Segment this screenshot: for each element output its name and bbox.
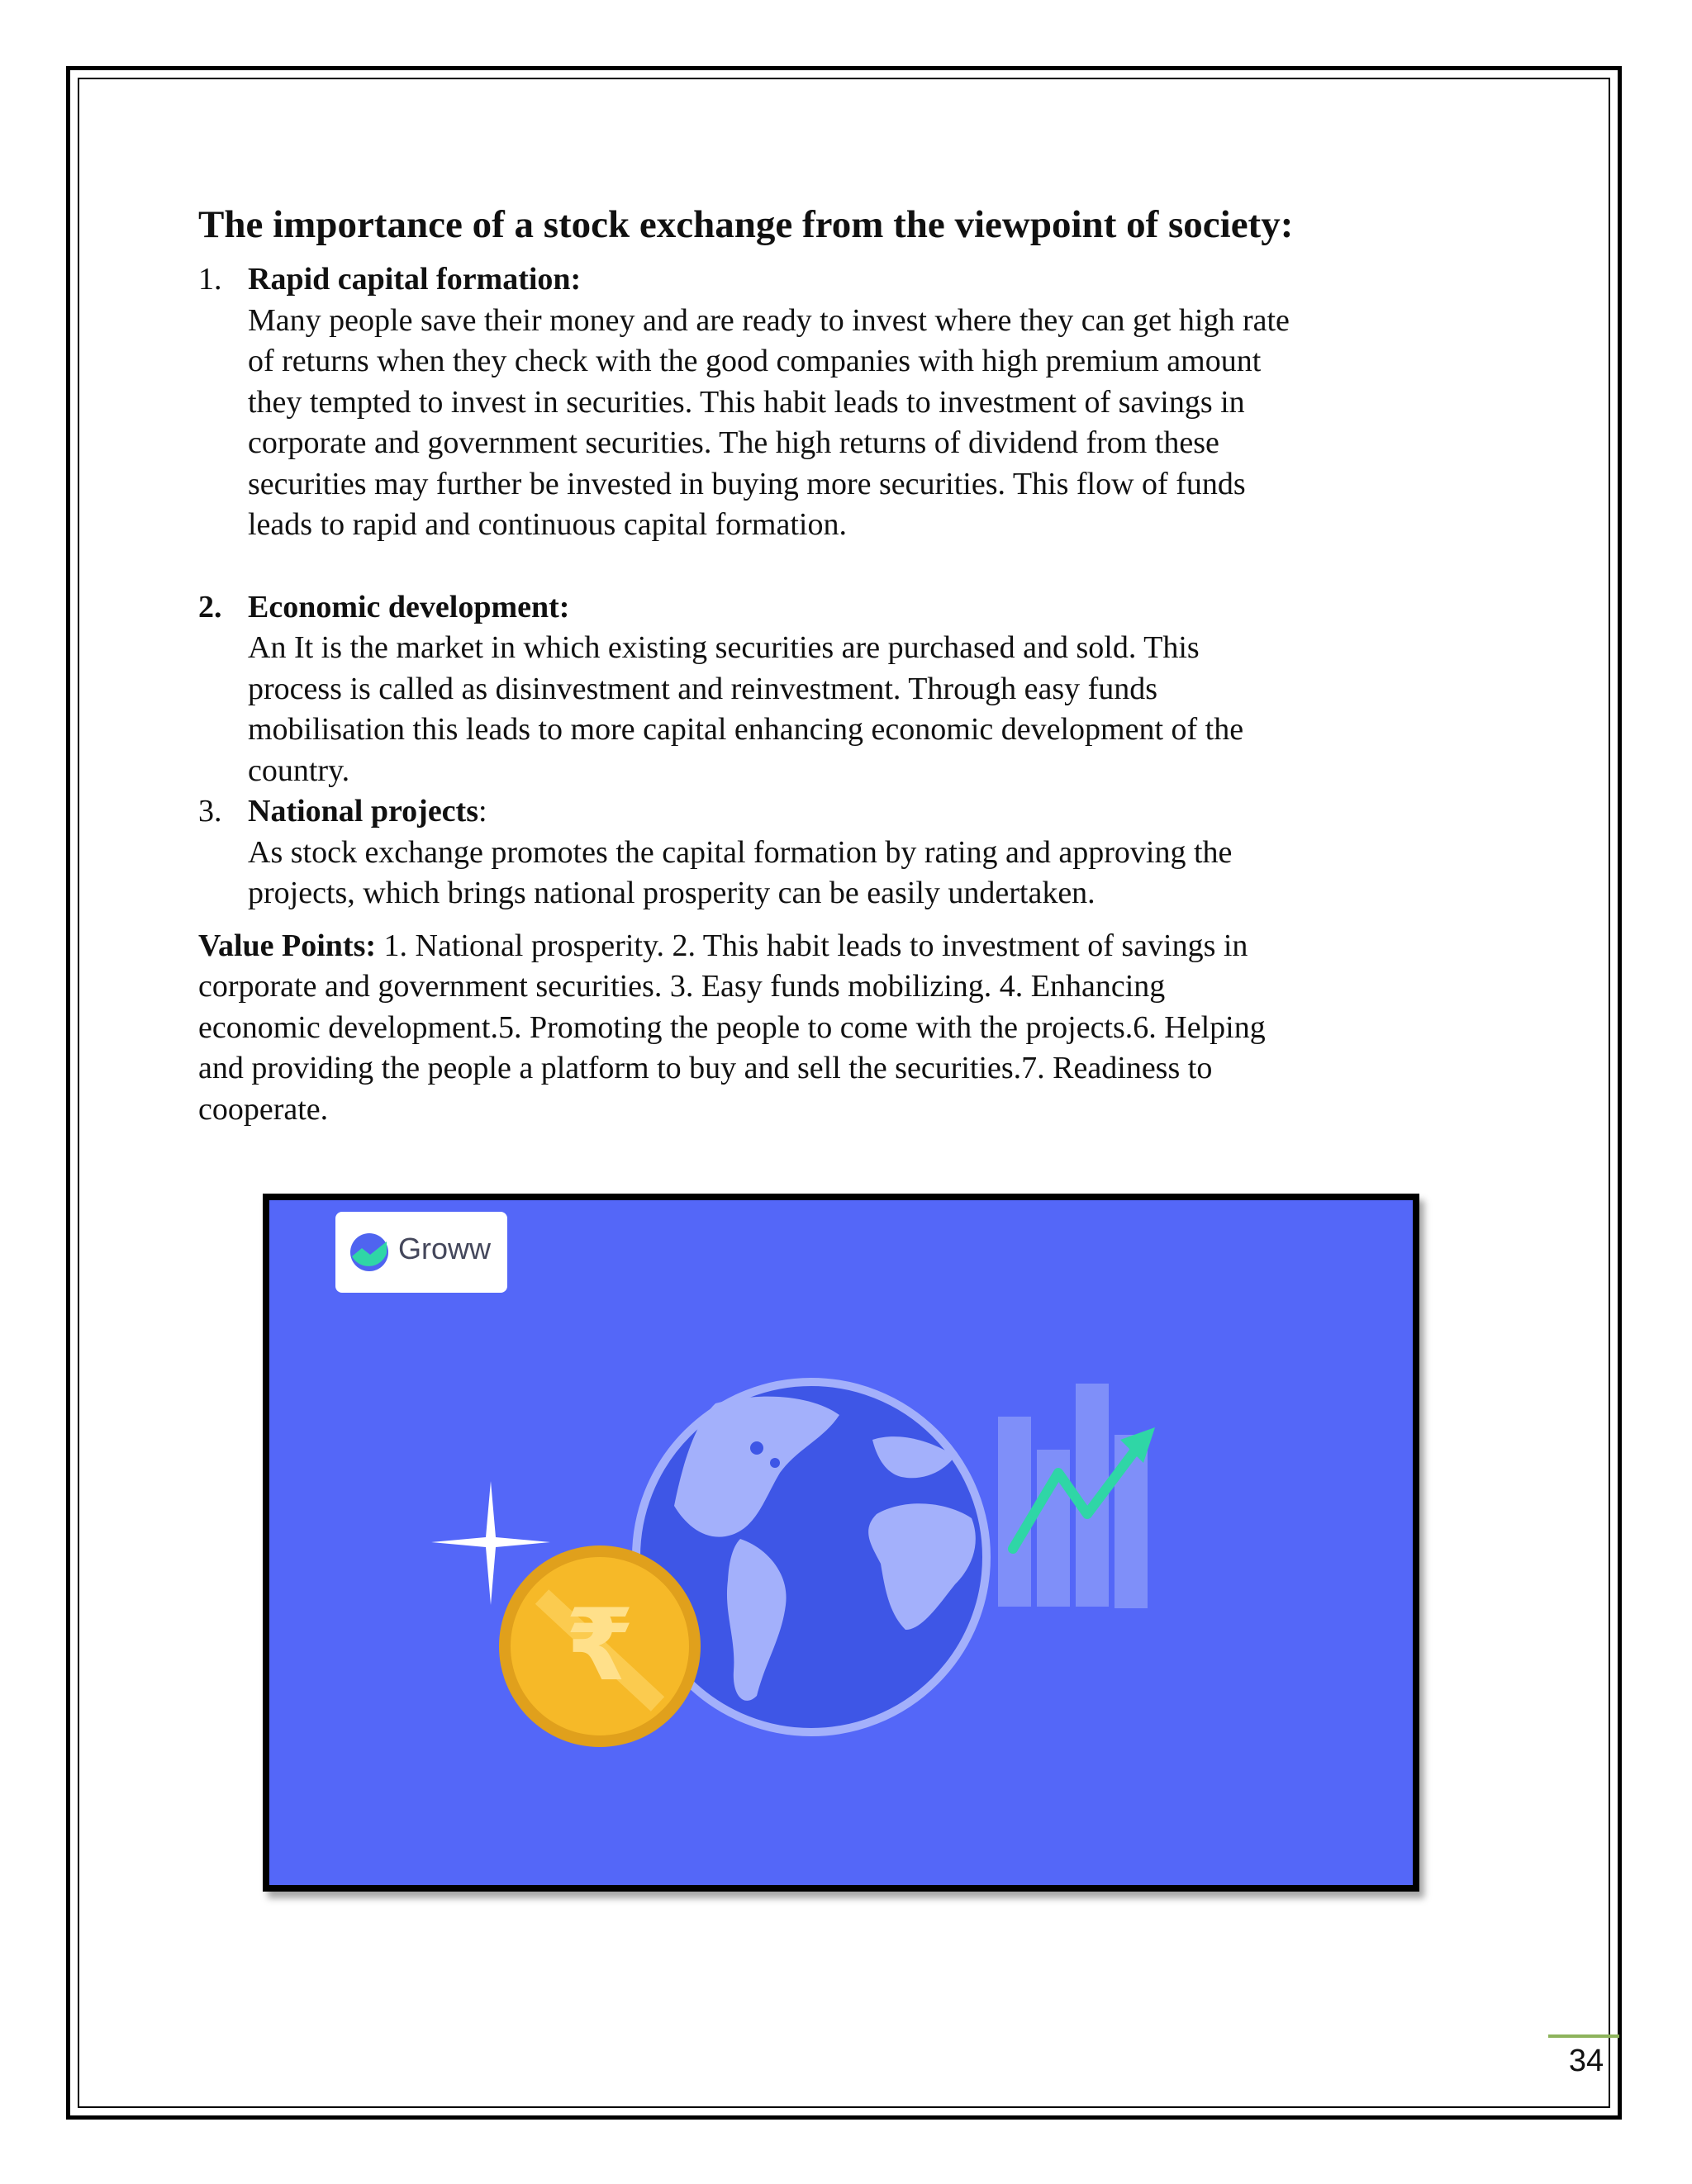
stock-exchange-illustration (263, 1194, 1419, 1892)
item-title: Economic development: (248, 589, 570, 624)
rupee-coin-icon (499, 1545, 701, 1747)
item-line: of returns when they check with the good companies with high premium amount (248, 344, 1262, 378)
item-line: An It is the market in which existing securities are purchased and sold. This (248, 630, 1200, 665)
globe-coin-graphic (269, 1200, 1413, 1885)
document-body (198, 192, 1487, 1130)
item-line: corporate and government securities. The high returns of dividend from these (248, 425, 1219, 460)
item-title-suffix: : (478, 794, 487, 828)
groww-logo-text: Groww (398, 1232, 492, 1265)
item-line: As stock exchange promotes the capital formation by rating and approving the (248, 834, 1233, 870)
item-line: mobilisation this leads to more capital enhancing economic development of the (248, 712, 1244, 747)
list-number: 1. (198, 262, 222, 297)
page-number: 34 (1568, 2044, 1604, 2078)
item-line: Many people save their money and are ready to invest where they can get high rate (248, 302, 1290, 338)
value-points (198, 926, 1487, 1131)
item-line: leads to rapid and continuous capital formation. (248, 507, 847, 542)
value-points-label: Value Points: (198, 928, 377, 963)
page-number-rule (1548, 2034, 1619, 2038)
item-line: process is called as disinvestment and reinvestment. Through easy funds (248, 671, 1158, 706)
value-points-text: 1. National prosperity. 2. This habit leads to investment of savings in (376, 928, 1248, 963)
list-item-national-projects (198, 791, 1487, 914)
value-points-line: cooperate. (198, 1091, 329, 1127)
value-points-line (198, 926, 1487, 967)
item-title: Rapid capital formation: (248, 262, 582, 297)
list-number: 2. (198, 589, 222, 624)
item-line: securities may further be invested in buying more securities. This flow of funds (248, 466, 1246, 501)
list-item-rapid-capital-formation (198, 259, 1487, 546)
value-points-line: economic development.5. Promoting the people to come with the projects.6. Helping (198, 1009, 1266, 1045)
item-title: National projects (248, 794, 478, 828)
item-line: country. (248, 753, 350, 788)
rupee-symbol: ₹ (565, 1588, 634, 1703)
item-title-wrap (248, 791, 1487, 833)
item-line: they tempted to invest in securities. This habit leads to investment of savings in (248, 384, 1245, 420)
section-heading: The importance of a stock exchange from the viewpoint of society: (198, 203, 1294, 246)
item-line: projects, which brings national prosperity can be easily undertaken. (248, 876, 1096, 910)
value-points-line: corporate and government securities. 3. Easy funds mobilizing. 4. Enhancing (198, 969, 1166, 1004)
list-item-economic-development (198, 587, 1487, 792)
list-number: 3. (198, 794, 222, 828)
value-points-line: and providing the people a platform to buy and sell the securities.7. Readiness to (198, 1051, 1213, 1085)
